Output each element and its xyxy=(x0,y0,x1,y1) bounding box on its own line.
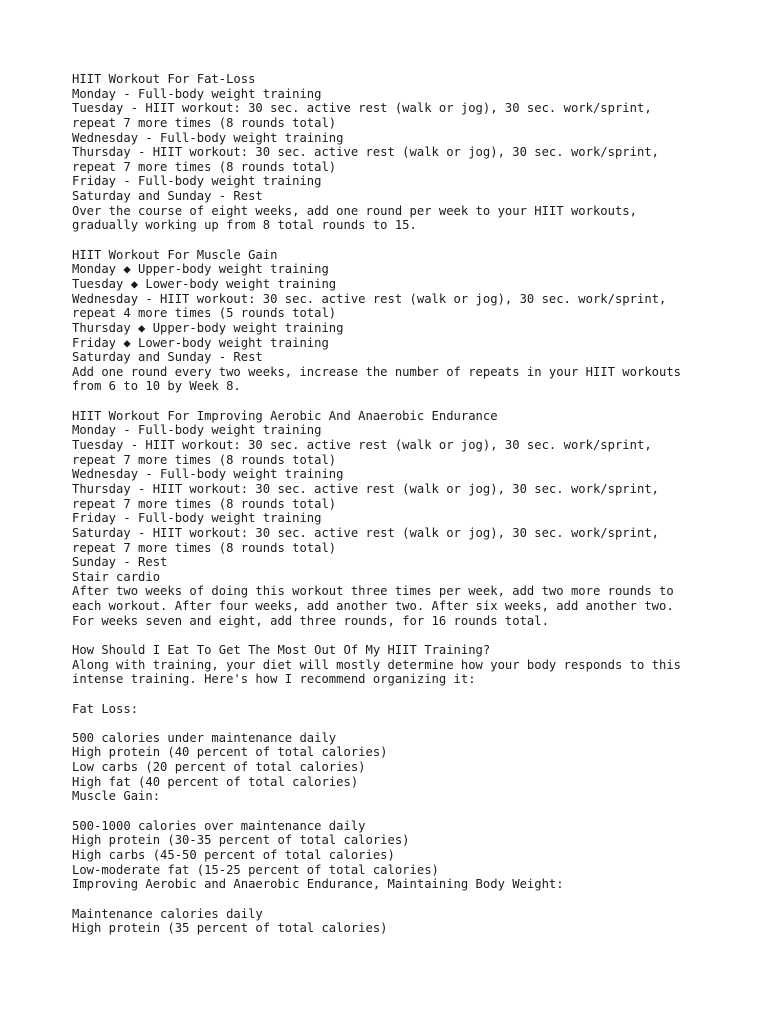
text-line: repeat 7 more times (8 rounds total) xyxy=(72,115,337,130)
text-line: Tuesday - HIIT workout: 30 sec. active rest (walk or jog), 30 sec. work/sprint, xyxy=(72,438,652,453)
text-line: Stair cardio xyxy=(72,569,161,584)
text-line: Thursday - HIIT workout: 30 sec. active rest (walk or jog), 30 sec. work/sprint, xyxy=(72,145,659,160)
text-line: repeat 7 more times (8 rounds total) xyxy=(72,452,337,467)
text-line: HIIT Workout For Improving Aerobic And Anaerobic Endurance xyxy=(72,408,498,423)
text-line: High protein (40 percent of total calories) xyxy=(72,745,388,760)
blank-line xyxy=(72,687,752,702)
text-line: from 6 to 10 by Week 8. xyxy=(72,379,241,394)
text-line: Tuesday ◆ Lower-body weight training xyxy=(72,276,337,291)
text-line: Sunday - Rest xyxy=(72,555,168,570)
text-line: High protein (30-35 percent of total calories) xyxy=(72,833,410,848)
text-line: Saturday - HIIT workout: 30 sec. active rest (walk or jog), 30 sec. work/sprint, xyxy=(72,525,659,540)
text-line: Saturday and Sunday - Rest xyxy=(72,189,263,204)
text-line: repeat 7 more times (8 rounds total) xyxy=(72,540,337,555)
text-line: Friday - Full-body weight training xyxy=(72,511,322,526)
text-line: Fat Loss: xyxy=(72,701,139,716)
text-line: For weeks seven and eight, add three rounds, for 16 rounds total. xyxy=(72,613,549,628)
text-line: Add one round every two weeks, increase the number of repeats in your HIIT workouts xyxy=(72,364,682,379)
text-line: Wednesday - HIIT workout: 30 sec. active rest (walk or jog), 30 sec. work/sprint, xyxy=(72,291,667,306)
text-line: Monday ◆ Upper-body weight training xyxy=(72,262,329,277)
text-line: intense training. Here's how I recommend organizing it: xyxy=(72,672,476,687)
text-line: Wednesday - Full-body weight training xyxy=(72,467,344,482)
text-line: HIIT Workout For Fat-Loss xyxy=(72,72,256,86)
text-line: each workout. After four weeks, add another two. After six weeks, add another two. xyxy=(72,599,674,614)
document-page xyxy=(72,72,752,936)
text-line: Maintenance calories daily xyxy=(72,906,263,921)
blank-line xyxy=(72,233,752,248)
text-line: Tuesday - HIIT workout: 30 sec. active rest (walk or jog), 30 sec. work/sprint, xyxy=(72,101,652,116)
blank-line xyxy=(72,716,752,731)
text-line: High carbs (45-50 percent of total calories) xyxy=(72,847,395,862)
text-line: High fat (40 percent of total calories) xyxy=(72,774,359,789)
text-line: High protein (35 percent of total calories) xyxy=(72,921,388,936)
text-line: Low carbs (20 percent of total calories) xyxy=(72,760,366,775)
text-line: Improving Aerobic and Anaerobic Endurance, Maintaining Body Weight: xyxy=(72,877,564,892)
text-line: repeat 4 more times (5 rounds total) xyxy=(72,306,337,321)
text-line: Saturday and Sunday - Rest xyxy=(72,350,263,365)
text-line: Wednesday - Full-body weight training xyxy=(72,130,344,145)
text-line: Over the course of eight weeks, add one round per week to your HIIT workouts, xyxy=(72,203,637,218)
text-line: repeat 7 more times (8 rounds total) xyxy=(72,496,337,511)
blank-line xyxy=(72,804,752,819)
text-line: Along with training, your diet will mostly determine how your body responds to this xyxy=(72,657,682,672)
text-line: gradually working up from 8 total rounds to 15. xyxy=(72,218,417,233)
text-line: Low-moderate fat (15-25 percent of total calories) xyxy=(72,862,439,877)
text-line: Monday - Full-body weight training xyxy=(72,86,322,101)
blank-line xyxy=(72,892,752,907)
text-line: Thursday - HIIT workout: 30 sec. active rest (walk or jog), 30 sec. work/sprint, xyxy=(72,481,659,496)
blank-line xyxy=(72,394,752,409)
text-line: Muscle Gain: xyxy=(72,789,161,804)
text-line: Thursday ◆ Upper-body weight training xyxy=(72,320,344,335)
text-line: Friday - Full-body weight training xyxy=(72,174,322,189)
text-line: repeat 7 more times (8 rounds total) xyxy=(72,159,337,174)
text-line: Monday - Full-body weight training xyxy=(72,423,322,438)
text-line: How Should I Eat To Get The Most Out Of My HIIT Training? xyxy=(72,642,491,657)
text-line: HIIT Workout For Muscle Gain xyxy=(72,247,278,262)
text-line: 500 calories under maintenance daily xyxy=(72,730,337,745)
text-line: Friday ◆ Lower-body weight training xyxy=(72,335,329,350)
text-line: 500-1000 calories over maintenance daily xyxy=(72,818,366,833)
text-line: After two weeks of doing this workout three times per week, add two more rounds to xyxy=(72,584,674,599)
blank-line xyxy=(72,628,752,643)
